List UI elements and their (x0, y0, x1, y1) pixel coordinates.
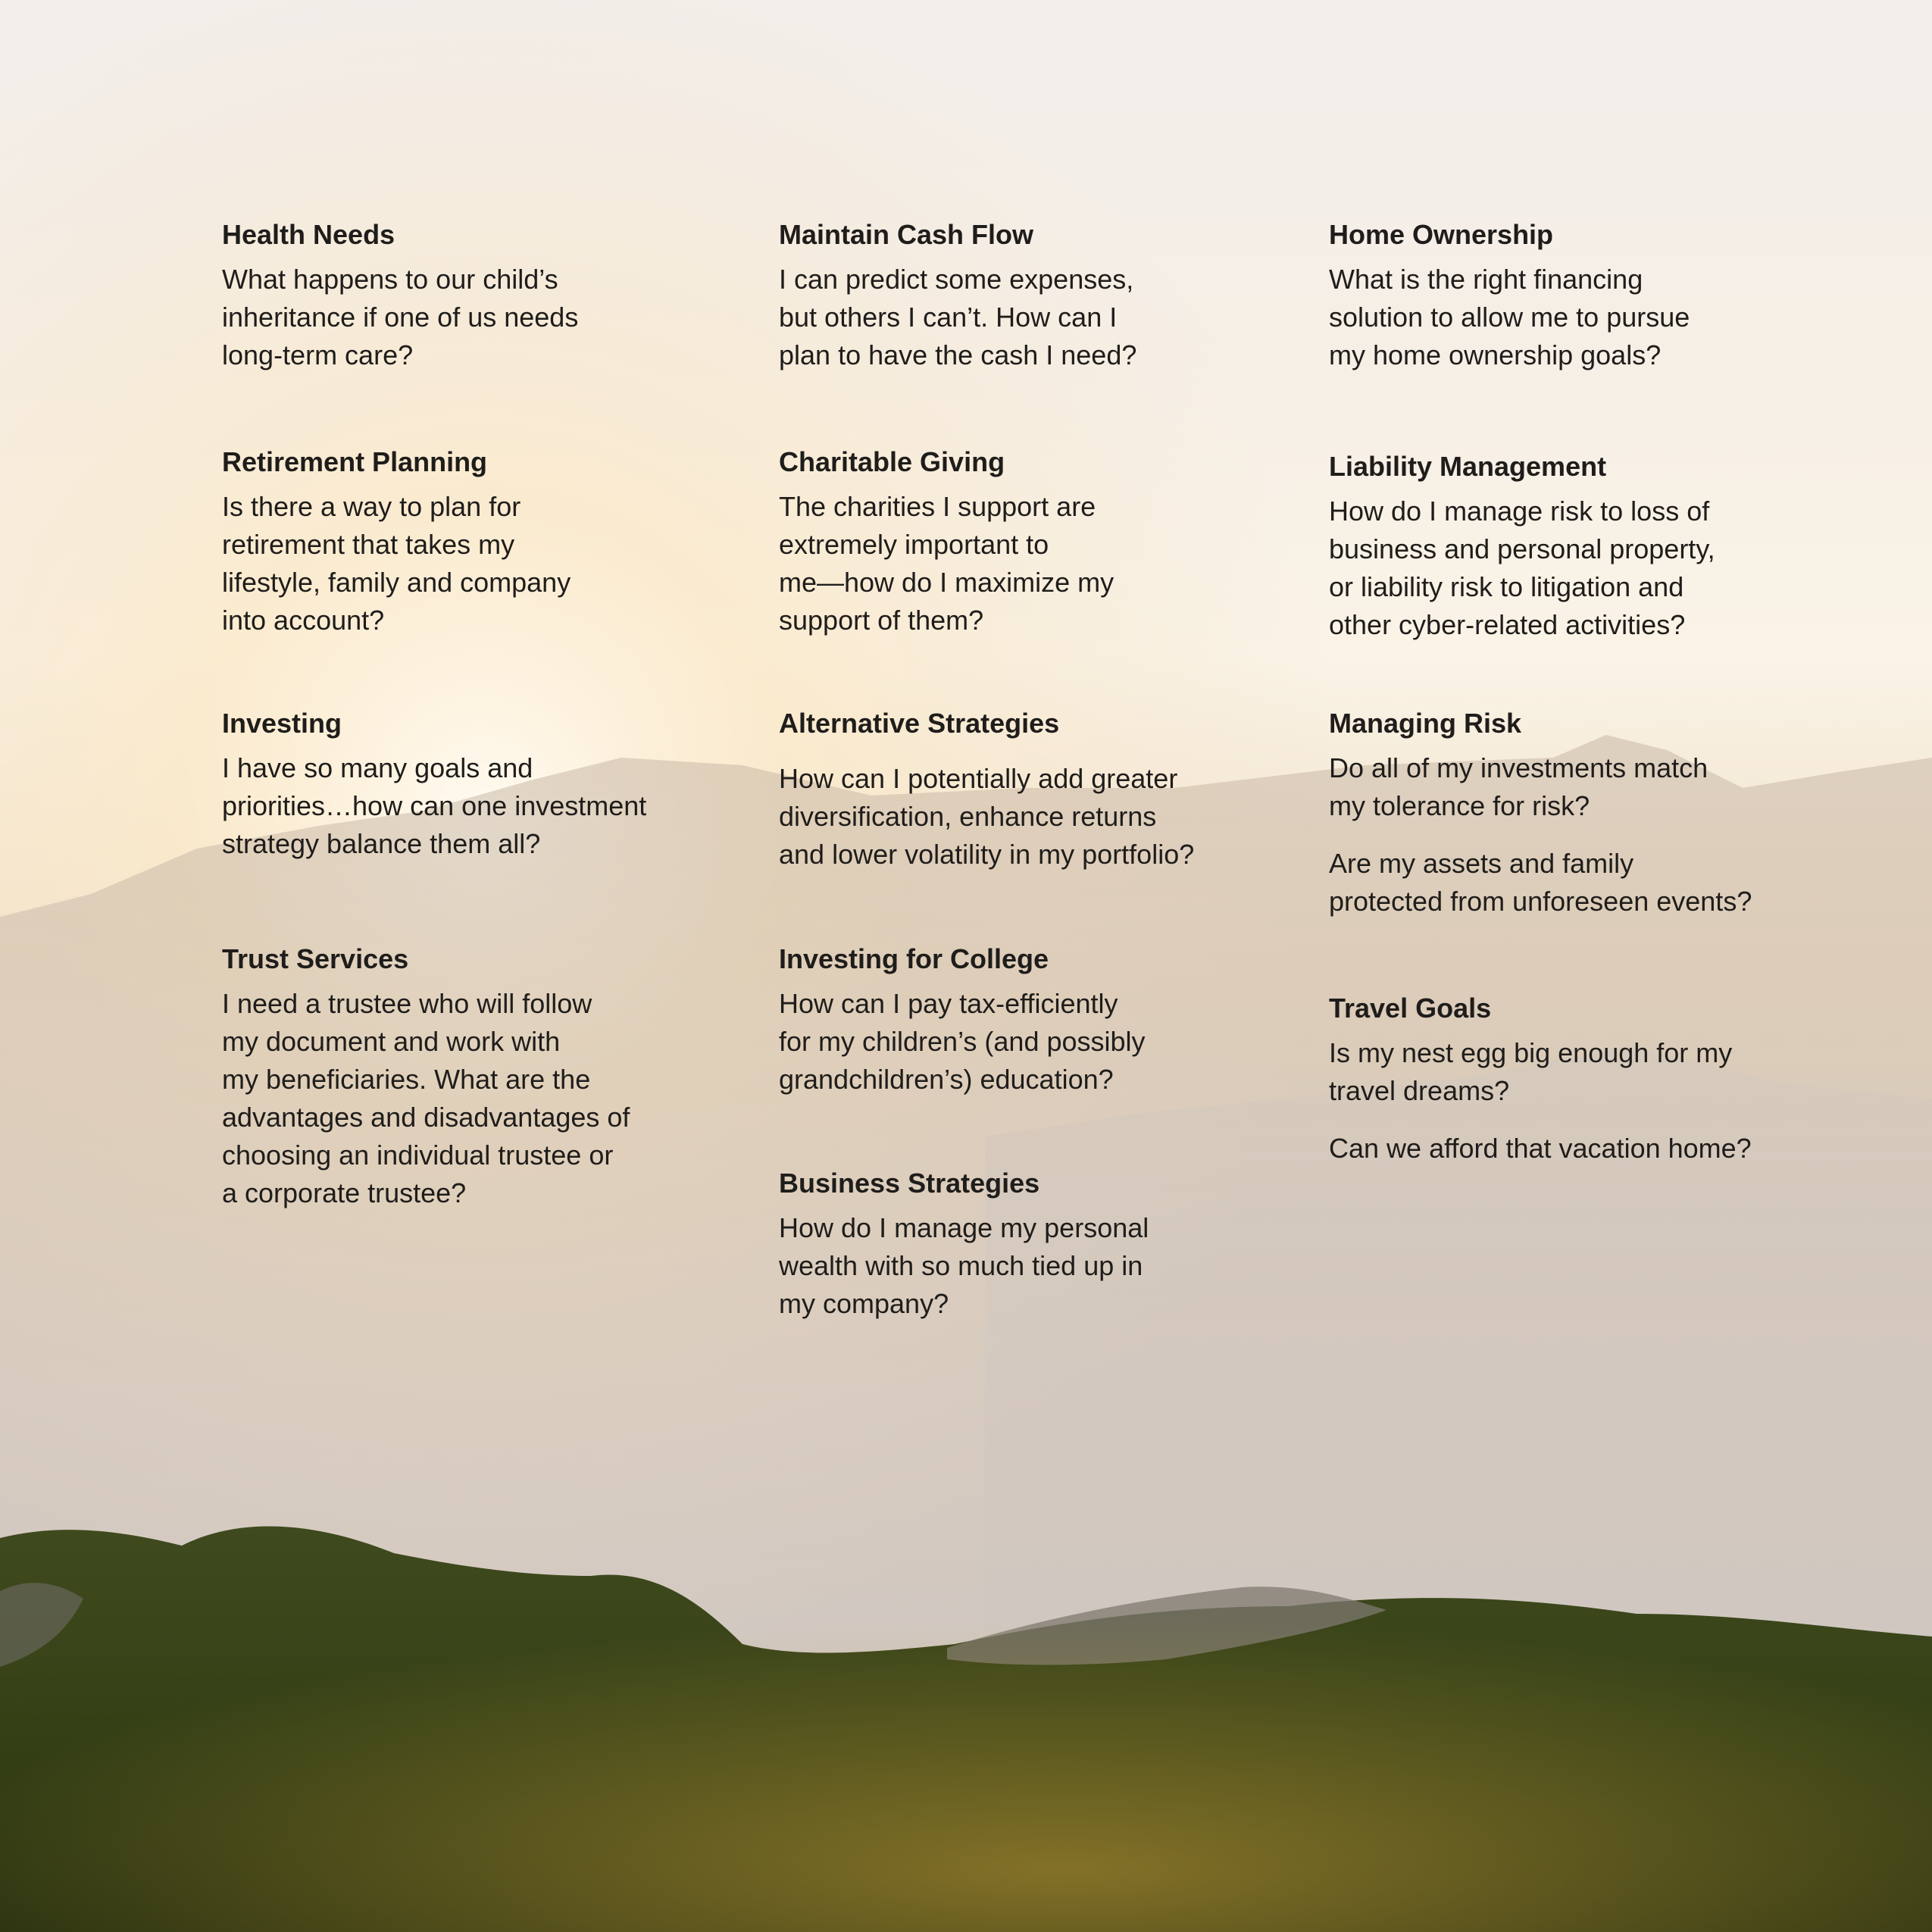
section-text: The charities I support are extremely important to me—how do I maximize my support of them? (779, 491, 1114, 636)
section-investing (222, 705, 707, 863)
section-heading: Home Ownership (1329, 219, 1554, 250)
section-text: How do I manage my personal wealth with so much tied up in my company? (779, 1212, 1149, 1319)
section-heading: Investing for College (779, 943, 1049, 974)
section-text: Can we afford that vacation home? (1329, 1133, 1752, 1164)
section-business-strategies (779, 1165, 1264, 1323)
section-charitable-giving (779, 444, 1264, 639)
section-heading: Business Strategies (779, 1168, 1040, 1199)
section-text: Is there a way to plan for retirement that takes my lifestyle, family and company into account? (222, 491, 571, 636)
section-text: I can predict some expenses, but others I can’t. How can I plan to have the cash I need? (779, 264, 1137, 370)
section-retirement-planning (222, 444, 707, 639)
section-managing-risk (1329, 705, 1829, 921)
section-trust-services (222, 941, 707, 1212)
section-heading: Alternative Strategies (779, 708, 1060, 739)
section-liability-management (1329, 449, 1829, 644)
section-heading: Travel Goals (1329, 993, 1492, 1024)
section-heading: Trust Services (222, 943, 409, 974)
section-maintain-cash-flow (779, 217, 1264, 374)
section-heading: Health Needs (222, 219, 395, 250)
section-heading: Charitable Giving (779, 446, 1005, 477)
section-text: How do I manage risk to loss of business and personal property, or liability risk to litigation and other cyber-related activities? (1329, 496, 1715, 640)
section-text: Are my assets and family protected from unforeseen events? (1329, 848, 1752, 917)
section-heading: Investing (222, 708, 342, 739)
section-text: I have so many goals and priorities…how can one investment strategy balance them all? (222, 752, 647, 859)
section-text: I need a trustee who will follow my document and work with my beneficiaries. What are the advantages and disadvantages of choosing an individual trustee or a corporate trustee? (222, 988, 630, 1208)
section-text: What is the right financing solution to allow me to pursue my home ownership goals? (1329, 264, 1690, 370)
section-investing-for-college (779, 941, 1264, 1099)
section-health-needs (222, 217, 707, 374)
section-travel-goals (1329, 990, 1829, 1168)
section-text: How can I pay tax-efficiently for my children’s (and possibly grandchildren’s) education? (779, 988, 1146, 1095)
section-heading: Liability Management (1329, 451, 1607, 482)
section-text: How can I potentially add greater diversification, enhance returns and lower volatility in my portfolio? (779, 763, 1195, 870)
section-home-ownership (1329, 217, 1829, 374)
section-heading: Managing Risk (1329, 708, 1522, 739)
section-alternative-strategies (779, 705, 1264, 874)
section-heading: Retirement Planning (222, 446, 488, 477)
section-text: What happens to our child’s inheritance if one of us needs long-term care? (222, 264, 579, 370)
section-heading: Maintain Cash Flow (779, 219, 1034, 250)
section-text: Is my nest egg big enough for my travel dreams? (1329, 1037, 1733, 1106)
section-text: Do all of my investments match my tolerance for risk? (1329, 752, 1708, 821)
